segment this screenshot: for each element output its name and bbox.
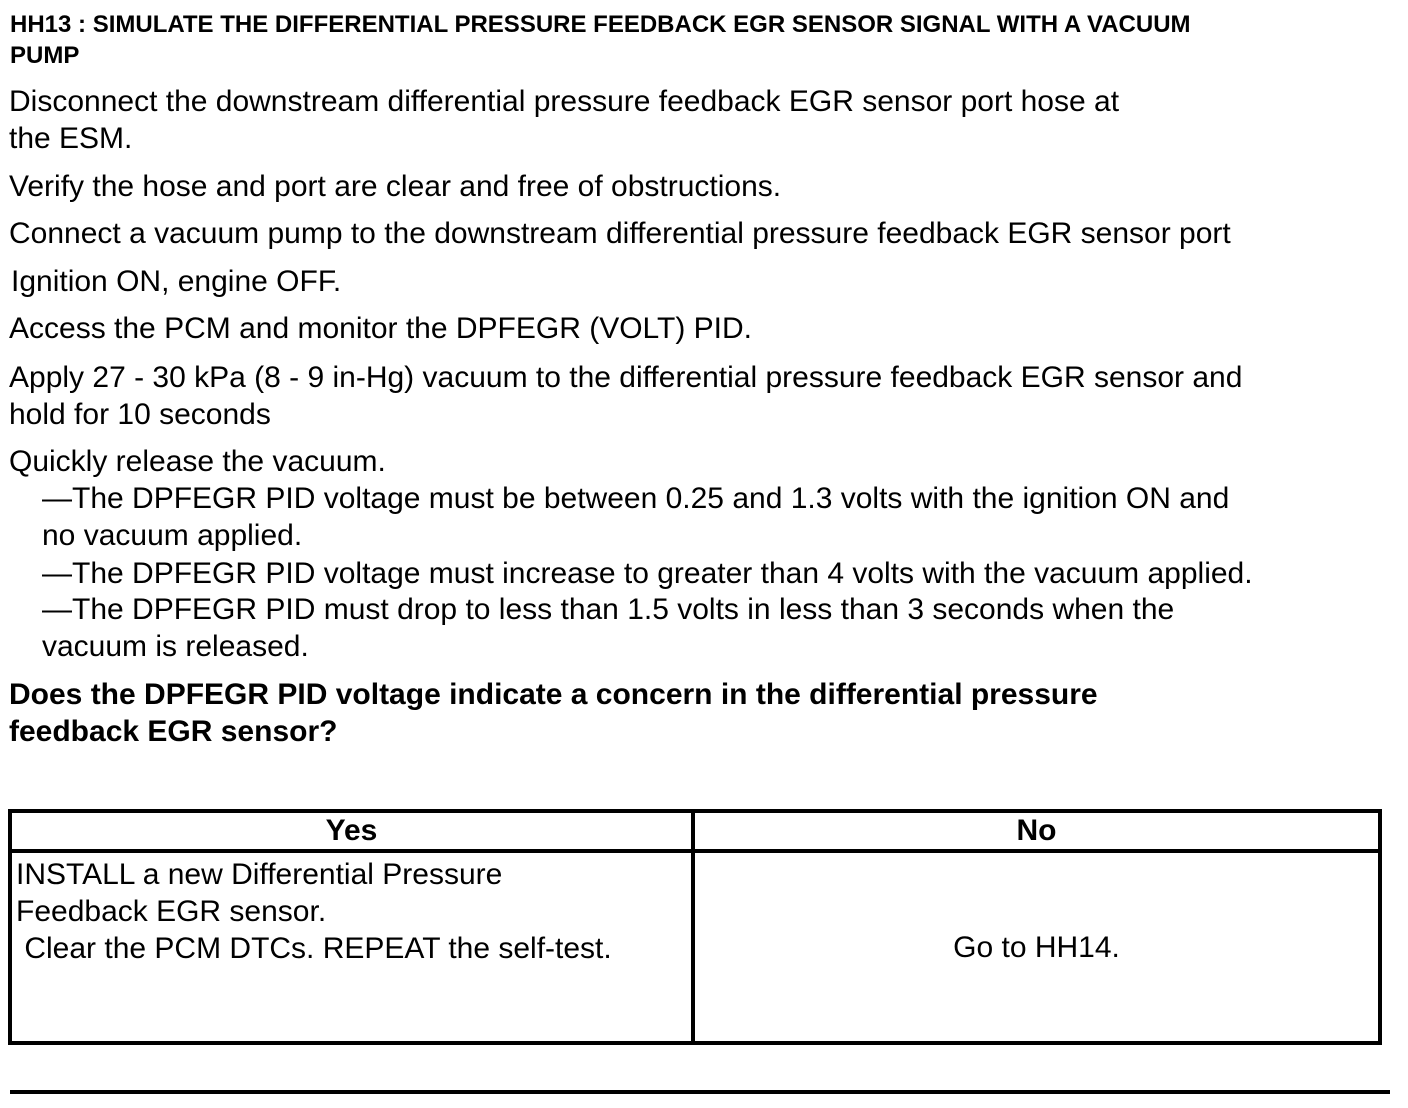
yes-action-line: Feedback EGR sensor. bbox=[16, 895, 327, 928]
step-release-vacuum bbox=[9, 443, 1401, 480]
step-access-pcm bbox=[9, 310, 1401, 347]
criterion-line: —The DPFEGR PID voltage must be between 0.25 and 1.3 volts with the ignition ON and bbox=[42, 482, 1230, 515]
question-line-2: feedback EGR sensor? bbox=[9, 715, 338, 748]
heading-line-2: PUMP bbox=[10, 42, 80, 69]
step-line: Connect a vacuum pump to the downstream differential pressure feedback EGR sensor port bbox=[9, 217, 1231, 250]
criterion-line: —The DPFEGR PID voltage must increase to greater than 4 volts with the vacuum applied. bbox=[42, 557, 1253, 590]
step-verify-hose bbox=[9, 168, 1401, 205]
step-line: the ESM. bbox=[9, 122, 133, 155]
yes-action-cell bbox=[10, 851, 693, 1043]
criterion-line: —The DPFEGR PID must drop to less than 1.5 volts in less than 3 seconds when the bbox=[42, 593, 1175, 626]
step-line: Access the PCM and monitor the DPFEGR (VOLT) PID. bbox=[9, 312, 752, 345]
heading-line-1: HH13 : SIMULATE THE DIFFERENTIAL PRESSURE FEEDBACK EGR SENSOR SIGNAL WITH A VACUUM bbox=[10, 11, 1191, 38]
yes-header: Yes bbox=[10, 811, 693, 851]
step-line: Quickly release the vacuum. bbox=[9, 445, 386, 478]
criterion-vacuum-applied bbox=[42, 555, 1404, 592]
no-action-text: Go to HH14. bbox=[953, 930, 1120, 964]
no-header: No bbox=[693, 811, 1380, 851]
step-line: Apply 27 - 30 kPa (8 - 9 in-Hg) vacuum to the differential pressure feedback EGR sensor and bbox=[9, 361, 1243, 394]
decision-table bbox=[8, 809, 1382, 1045]
yes-action-line: INSTALL a new Differential Pressure bbox=[16, 858, 503, 891]
step-heading bbox=[10, 9, 1400, 71]
yes-action-line: Clear the PCM DTCs. REPEAT the self-test. bbox=[16, 932, 612, 965]
bottom-divider bbox=[10, 1090, 1390, 1094]
question-line-1: Does the DPFEGR PID voltage indicate a concern in the differential pressure bbox=[9, 678, 1098, 711]
decision-question bbox=[9, 676, 1401, 750]
step-line: Verify the hose and port are clear and free of obstructions. bbox=[9, 170, 782, 203]
step-disconnect-hose bbox=[9, 83, 1401, 157]
step-ignition bbox=[11, 263, 1403, 300]
criterion-vacuum-released bbox=[42, 591, 1404, 665]
criterion-no-vacuum bbox=[42, 480, 1404, 554]
no-action-cell bbox=[693, 851, 1380, 1043]
step-line: Disconnect the downstream differential pressure feedback EGR sensor port hose at bbox=[9, 85, 1120, 118]
step-line: hold for 10 seconds bbox=[9, 398, 271, 431]
step-apply-vacuum bbox=[9, 359, 1401, 433]
table-row bbox=[10, 851, 1380, 1043]
table-header-row bbox=[10, 811, 1380, 851]
criterion-line: no vacuum applied. bbox=[42, 519, 303, 552]
step-line: Ignition ON, engine OFF. bbox=[11, 265, 342, 298]
step-connect-pump bbox=[9, 215, 1401, 252]
criterion-line: vacuum is released. bbox=[42, 630, 309, 663]
